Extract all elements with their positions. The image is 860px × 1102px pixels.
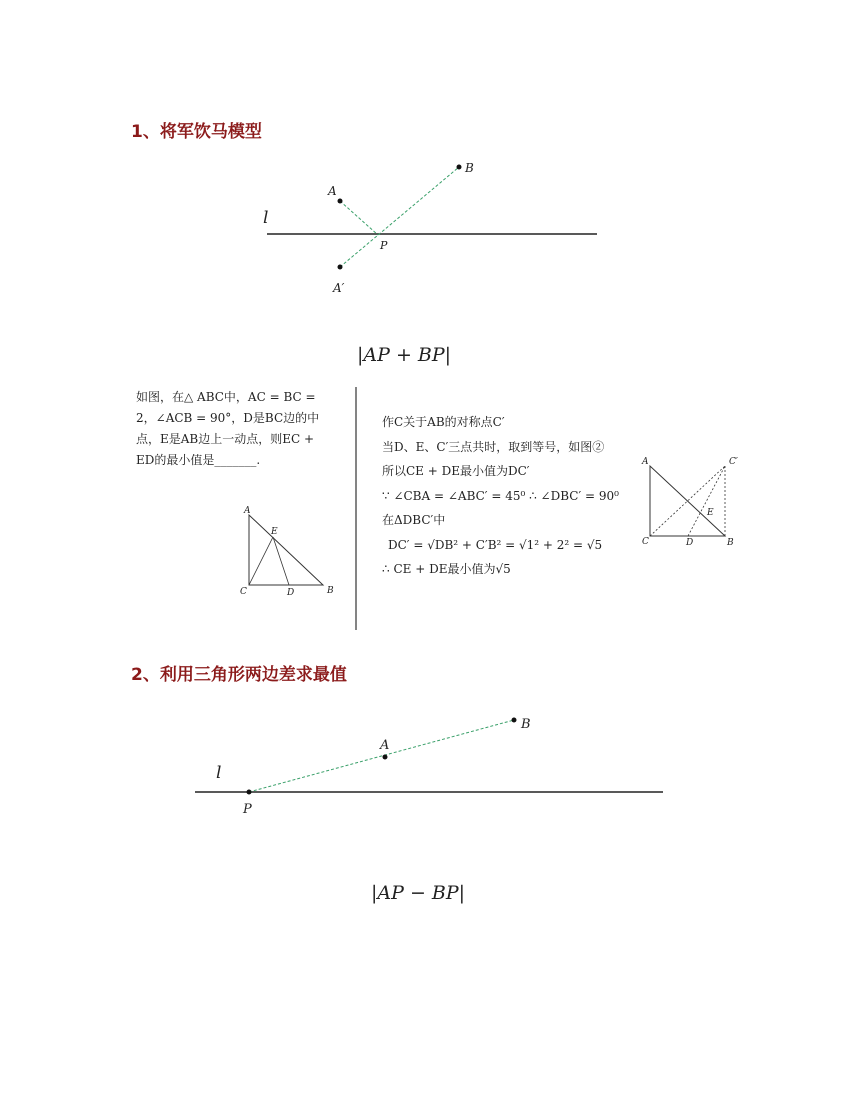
- point-p: [247, 790, 252, 795]
- point-b: [512, 718, 517, 723]
- solution-line: 作C关于AB的对称点C′: [382, 415, 505, 429]
- fig2-label-c: C: [642, 537, 649, 547]
- solution-line: DC′ = √DB² + C′B² = √1² + 2² = √5: [388, 537, 603, 552]
- label-p: P: [380, 239, 388, 252]
- fig1-label-a: A: [244, 506, 251, 516]
- label-a-prime: A′: [333, 281, 345, 295]
- section-1-heading: 1、将军饮马模型: [131, 122, 262, 142]
- label-b: B: [521, 717, 531, 732]
- fig1-label-b: B: [327, 586, 334, 596]
- fig1-label-c: C: [240, 587, 247, 597]
- fig1-label-d: D: [287, 588, 295, 598]
- solution-line: 在ΔDBC′中: [382, 513, 446, 527]
- label-a: A: [328, 184, 337, 198]
- label-l: l: [263, 208, 269, 228]
- label-a: A: [380, 738, 390, 753]
- point-a: [383, 755, 388, 760]
- solution-line: 所以CE + DE最小值为DC′: [382, 464, 530, 478]
- fig2-label-d: D: [686, 538, 694, 548]
- fig2-label-a: A: [642, 457, 649, 467]
- problem-line: 2，∠ACB = 90°，D是BC边的中: [136, 411, 320, 425]
- problem-line: ED的最小值是_______.: [136, 453, 261, 467]
- formula-difference: |AP − BP|: [371, 882, 466, 904]
- fig1-label-e: E: [271, 527, 278, 537]
- problem-line: 如图，在△ ABC中，AC = BC =: [136, 390, 316, 404]
- solution-line: 当D、E、C′三点共时，取到等号，如图②: [382, 439, 605, 454]
- label-b: B: [465, 161, 474, 175]
- section-2-heading: 2、利用三角形两边差求最值: [131, 665, 347, 685]
- fig2-label-b: B: [727, 538, 734, 548]
- solution-line: ∵ ∠CBA = ∠ABC′ = 45⁰ ∴ ∠DBC′ = 90⁰: [382, 488, 619, 503]
- problem-line: 点，E是AB边上一动点，则EC +: [136, 432, 315, 446]
- label-p: P: [243, 802, 252, 817]
- fig2-label-e: E: [707, 508, 714, 518]
- formula-sum: |AP + BP|: [357, 344, 452, 366]
- fig2-label-c-prime: C′: [729, 457, 738, 467]
- label-l: l: [216, 763, 222, 783]
- solution-line: ∴ CE + DE最小值为√5: [382, 562, 511, 576]
- dashed-segment-pb: [249, 720, 514, 792]
